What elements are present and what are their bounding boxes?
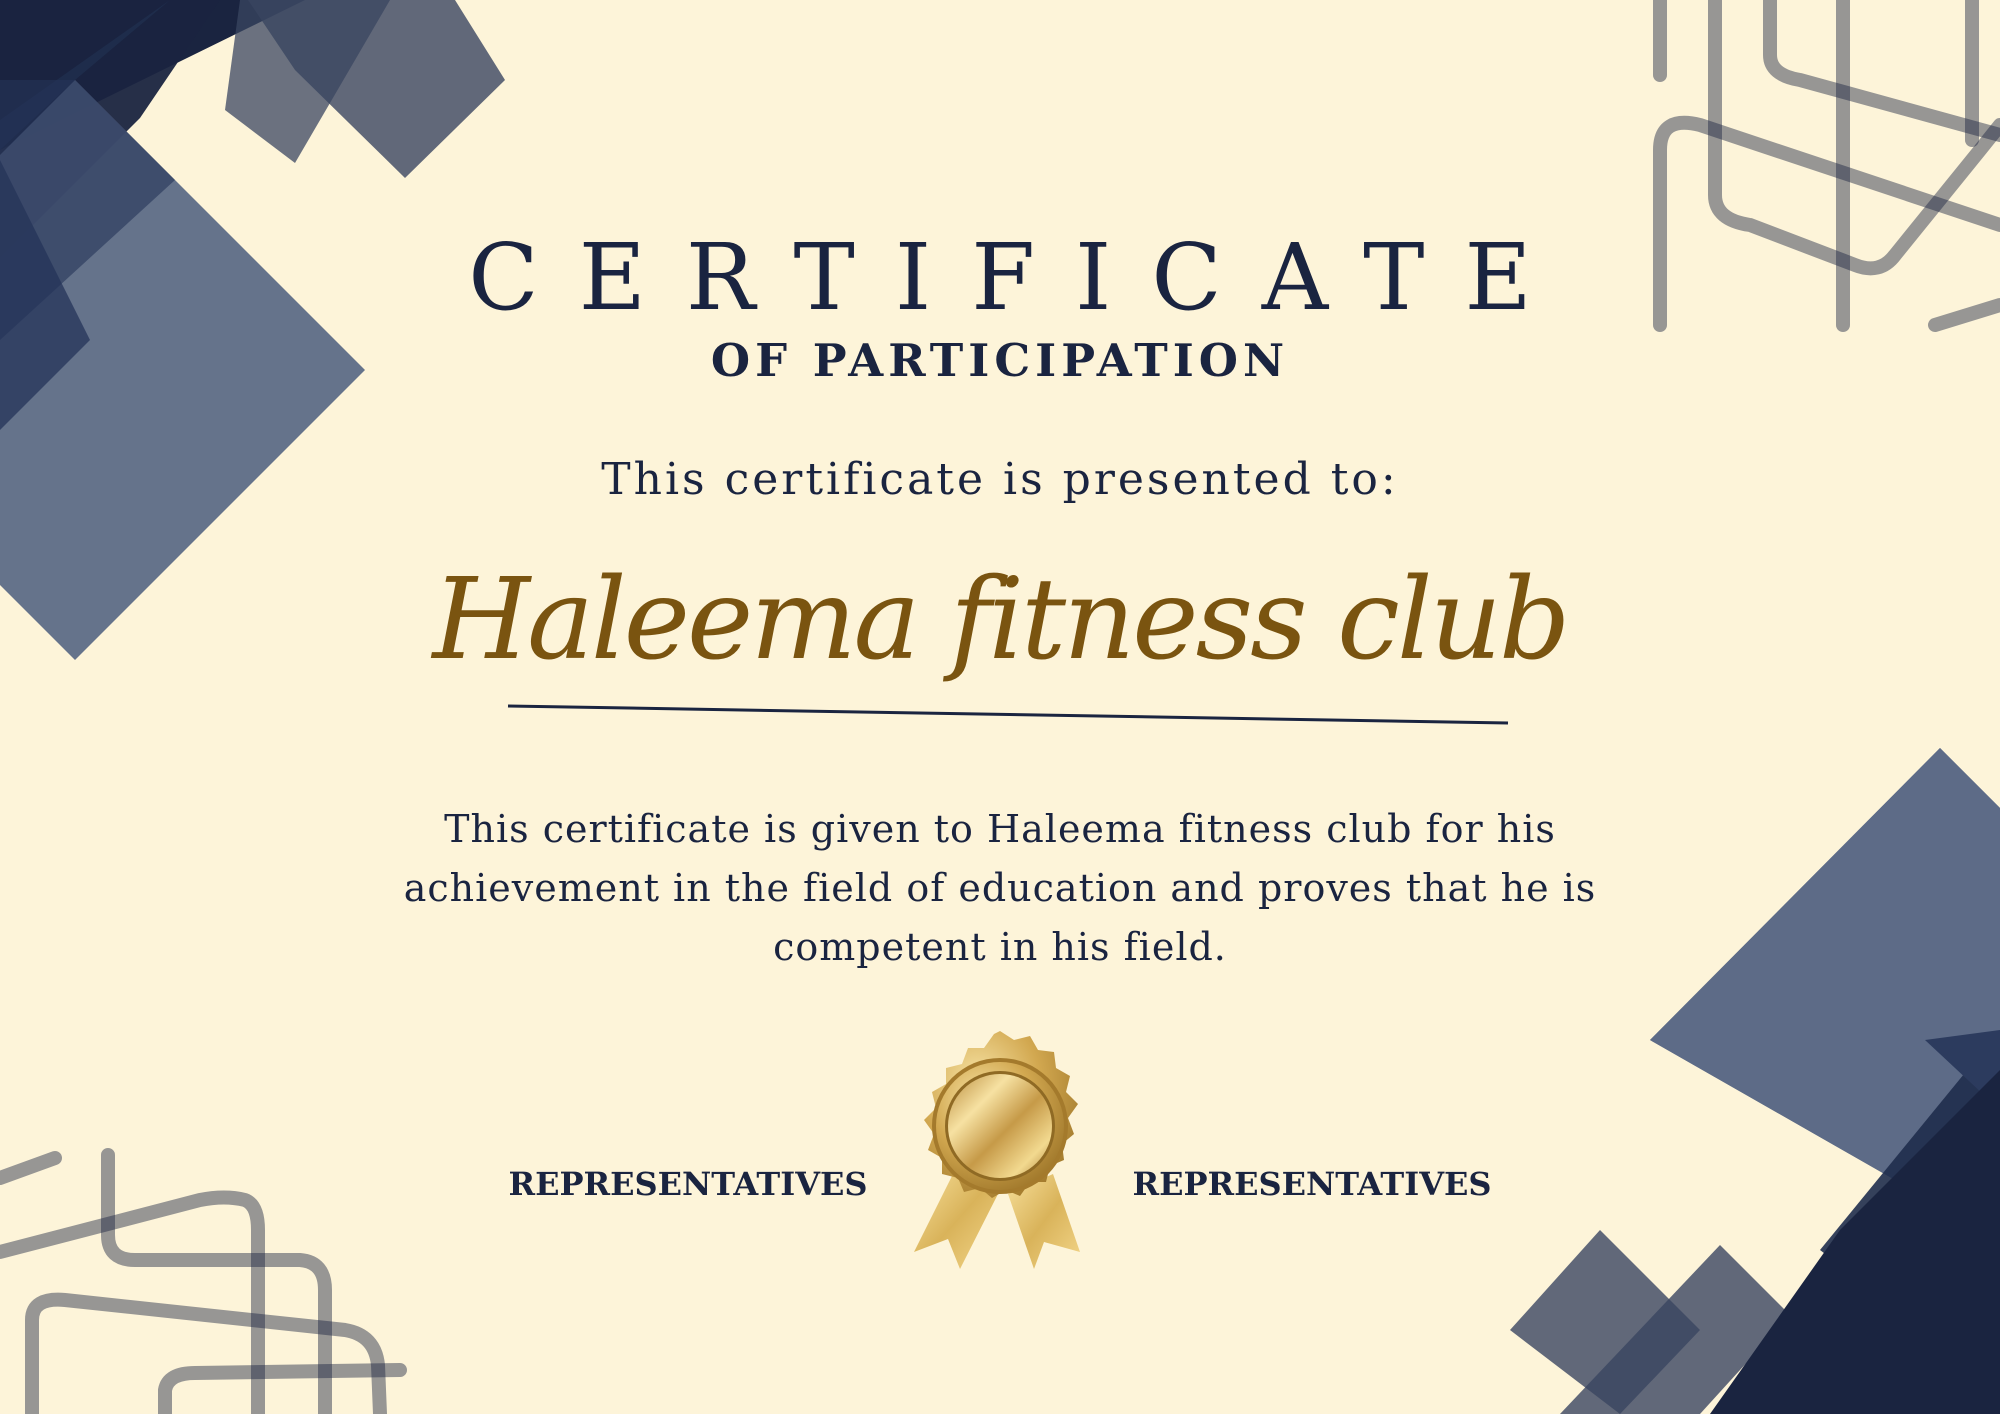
signature-label-left: REPRESENTATIVES xyxy=(508,1165,868,1203)
gold-award-seal-icon xyxy=(898,1024,1108,1274)
name-underline xyxy=(508,706,1508,723)
recipient-name: Haleema fitness club xyxy=(432,555,1568,685)
bottom-left-decoration xyxy=(0,1155,400,1414)
certificate-title: CERTIFICATE xyxy=(468,224,1572,331)
signature-label-right: REPRESENTATIVES xyxy=(1132,1165,1492,1203)
presented-to-label: This certificate is presented to: xyxy=(601,454,1399,505)
certificate-body-text: This certificate is given to Haleema fitness club for his achievement in the field of education and proves that he is competent in his field. xyxy=(403,807,1597,969)
certificate-subtitle: OF PARTICIPATION xyxy=(710,334,1290,387)
